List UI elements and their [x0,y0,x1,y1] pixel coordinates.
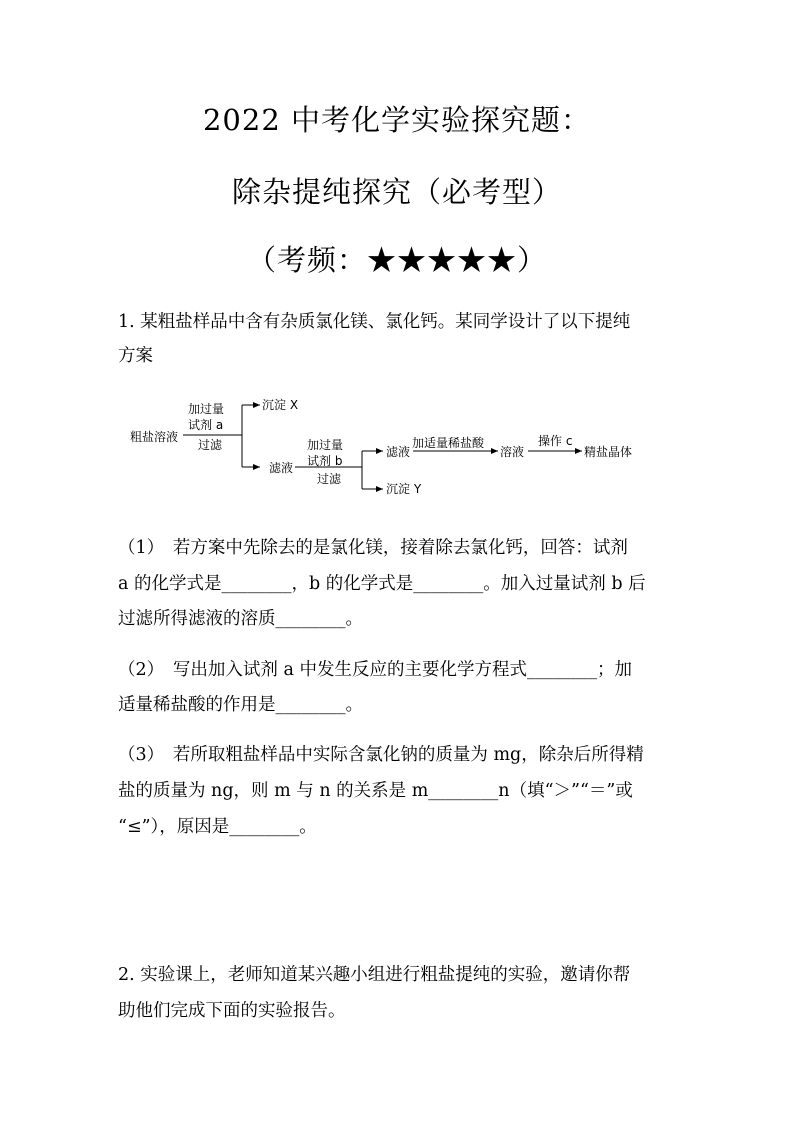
sub1-line1: （1） 若方案中先除去的是氯化镁，接着除去氯化钙，回答：试剂 [118,538,628,558]
flow-start: 粗盐溶液 [130,430,179,444]
flow-product: 精盐晶体 [584,445,633,459]
flow-step3: 加适量稀盐酸 [412,436,485,450]
flow-step2-mid: 试剂 b [307,454,343,468]
q2-text-line1: 2. 实验课上，老师知道某兴趣小组进行粗盐提纯的实验，邀请你帮 [118,965,631,985]
doc-frequency: （考频：★★★★★） [246,243,547,277]
flow-filtrate2: 滤液 [386,445,411,459]
flowchart-diagram [120,385,680,510]
flow-step1-mid: 试剂 a [188,418,224,432]
flow-step4: 操作 c [538,434,573,448]
sub3-line1: （3） 若所取粗盐样品中实际含氯化钠的质量为 mg，除杂后所得精 [118,745,644,765]
flow-step1-top: 加过量 [188,402,225,416]
flow-precip-x: 沉淀 X [262,398,299,412]
flow-step2-bot: 过滤 [317,472,342,486]
sub2-line1: （2） 写出加入试剂 a 中发生反应的主要化学方程式________；加 [118,660,632,680]
sub3-line2: 盐的质量为 ng，则 m 与 n 的关系是 m________n（填“＞”“＝”或 [118,781,633,801]
flow-precip-y: 沉淀 Y [386,482,422,496]
flow-filtrate1: 滤液 [269,461,294,475]
q1-text-line2: 方案 [118,346,153,366]
doc-title: 2022 中考化学实验探究题： [202,103,592,137]
doc-subtitle: 除杂提纯探究（必考型） [231,175,562,209]
flow-step1-bot: 过滤 [198,438,223,452]
sub2-line2: 适量稀盐酸的作用是________。 [118,695,363,715]
q2-text-line2: 助他们完成下面的实验报告。 [118,1001,346,1021]
flow-solution: 溶液 [500,445,525,459]
flow-step2-top: 加过量 [307,438,344,452]
sub1-line3: 过滤所得滤液的溶质________。 [118,609,363,629]
q1-text-line1: 1. 某粗盐样品中含有杂质氯化镁、氯化钙。某同学设计了以下提纯 [118,312,631,332]
sub3-line3: “≤”），原因是________。 [118,817,317,837]
sub1-line2: a 的化学式是________，b 的化学式是________。加入过量试剂 b 后 [118,574,646,594]
